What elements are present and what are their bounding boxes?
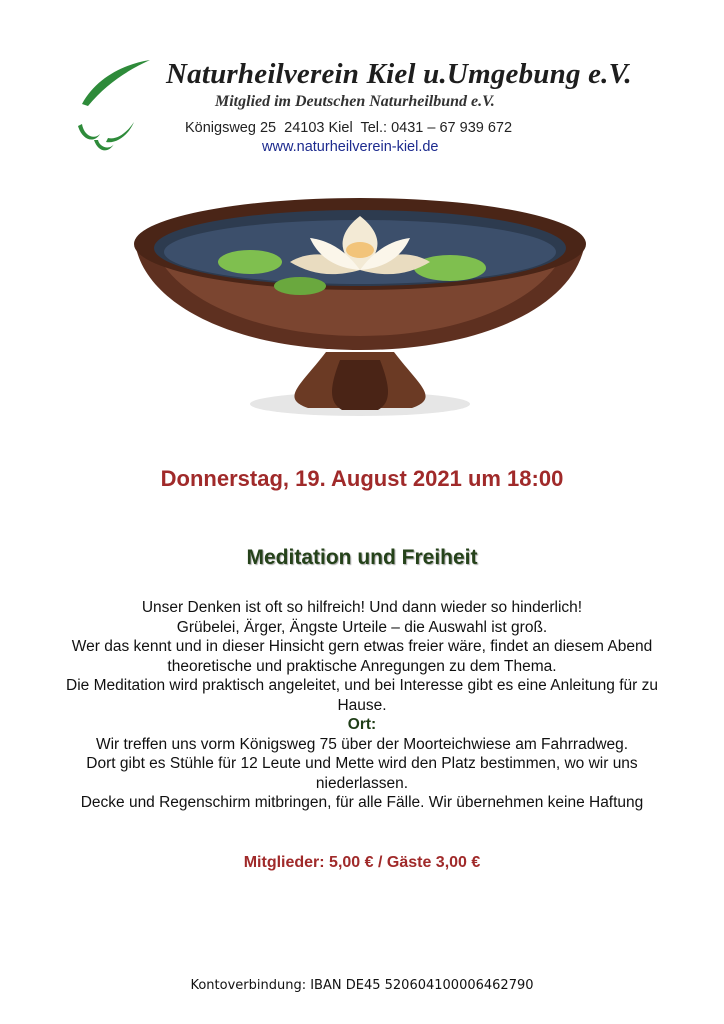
green-leaf-logo-icon	[76, 56, 158, 156]
org-address: Königsweg 25 24103 Kiel Tel.: 0431 – 67 939 672	[185, 120, 513, 136]
org-subtitle: Mitglied im Deutschen Naturheilbund e.V.	[215, 93, 495, 110]
event-date: Donnerstag, 19. August 2021 um 18:00	[160, 466, 564, 491]
org-website-link[interactable]: www.naturheilverein-kiel.de	[262, 139, 439, 155]
price-info: Mitglieder: 5,00 € / Gäste 3,00 €	[243, 854, 481, 871]
org-name: Naturheilverein Kiel u.Umgebung e.V.	[166, 58, 632, 90]
lotus-bowl-icon	[130, 190, 590, 440]
event-title: Meditation und Freiheit	[246, 546, 478, 569]
event-description	[50, 598, 674, 813]
bank-details: Kontoverbindung: IBAN DE45 520604100006462790	[190, 978, 534, 993]
location-line: Dort gibt es Stühle für 12 Leute und Mette wird den Platz bestimmen, wo wir uns niederlassen.	[86, 755, 638, 792]
location-line: Wir treffen uns vorm Königsweg 75 über der Moorteichwiese am Fahrradweg.	[95, 735, 629, 753]
description-line: Die Meditation wird praktisch angeleitet, und bei Interesse gibt es eine Anleitung für zu Hause.	[66, 677, 658, 714]
location-label: Ort:	[347, 716, 377, 733]
description-line: Unser Denken ist oft so hilfreich! Und dann wieder so hinderlich!	[141, 599, 583, 616]
description-line: Grübelei, Ärger, Ängste Urteile – die Auswahl ist groß.	[176, 618, 548, 636]
location-line: Decke und Regenschirm mitbringen, für alle Fälle. Wir übernehmen keine Haftung	[80, 794, 644, 811]
description-line: Wer das kennt und in dieser Hinsicht gern etwas freier wäre, findet an diesem Abend theoretische und praktische Anregungen zu dem Thema.	[71, 638, 653, 675]
